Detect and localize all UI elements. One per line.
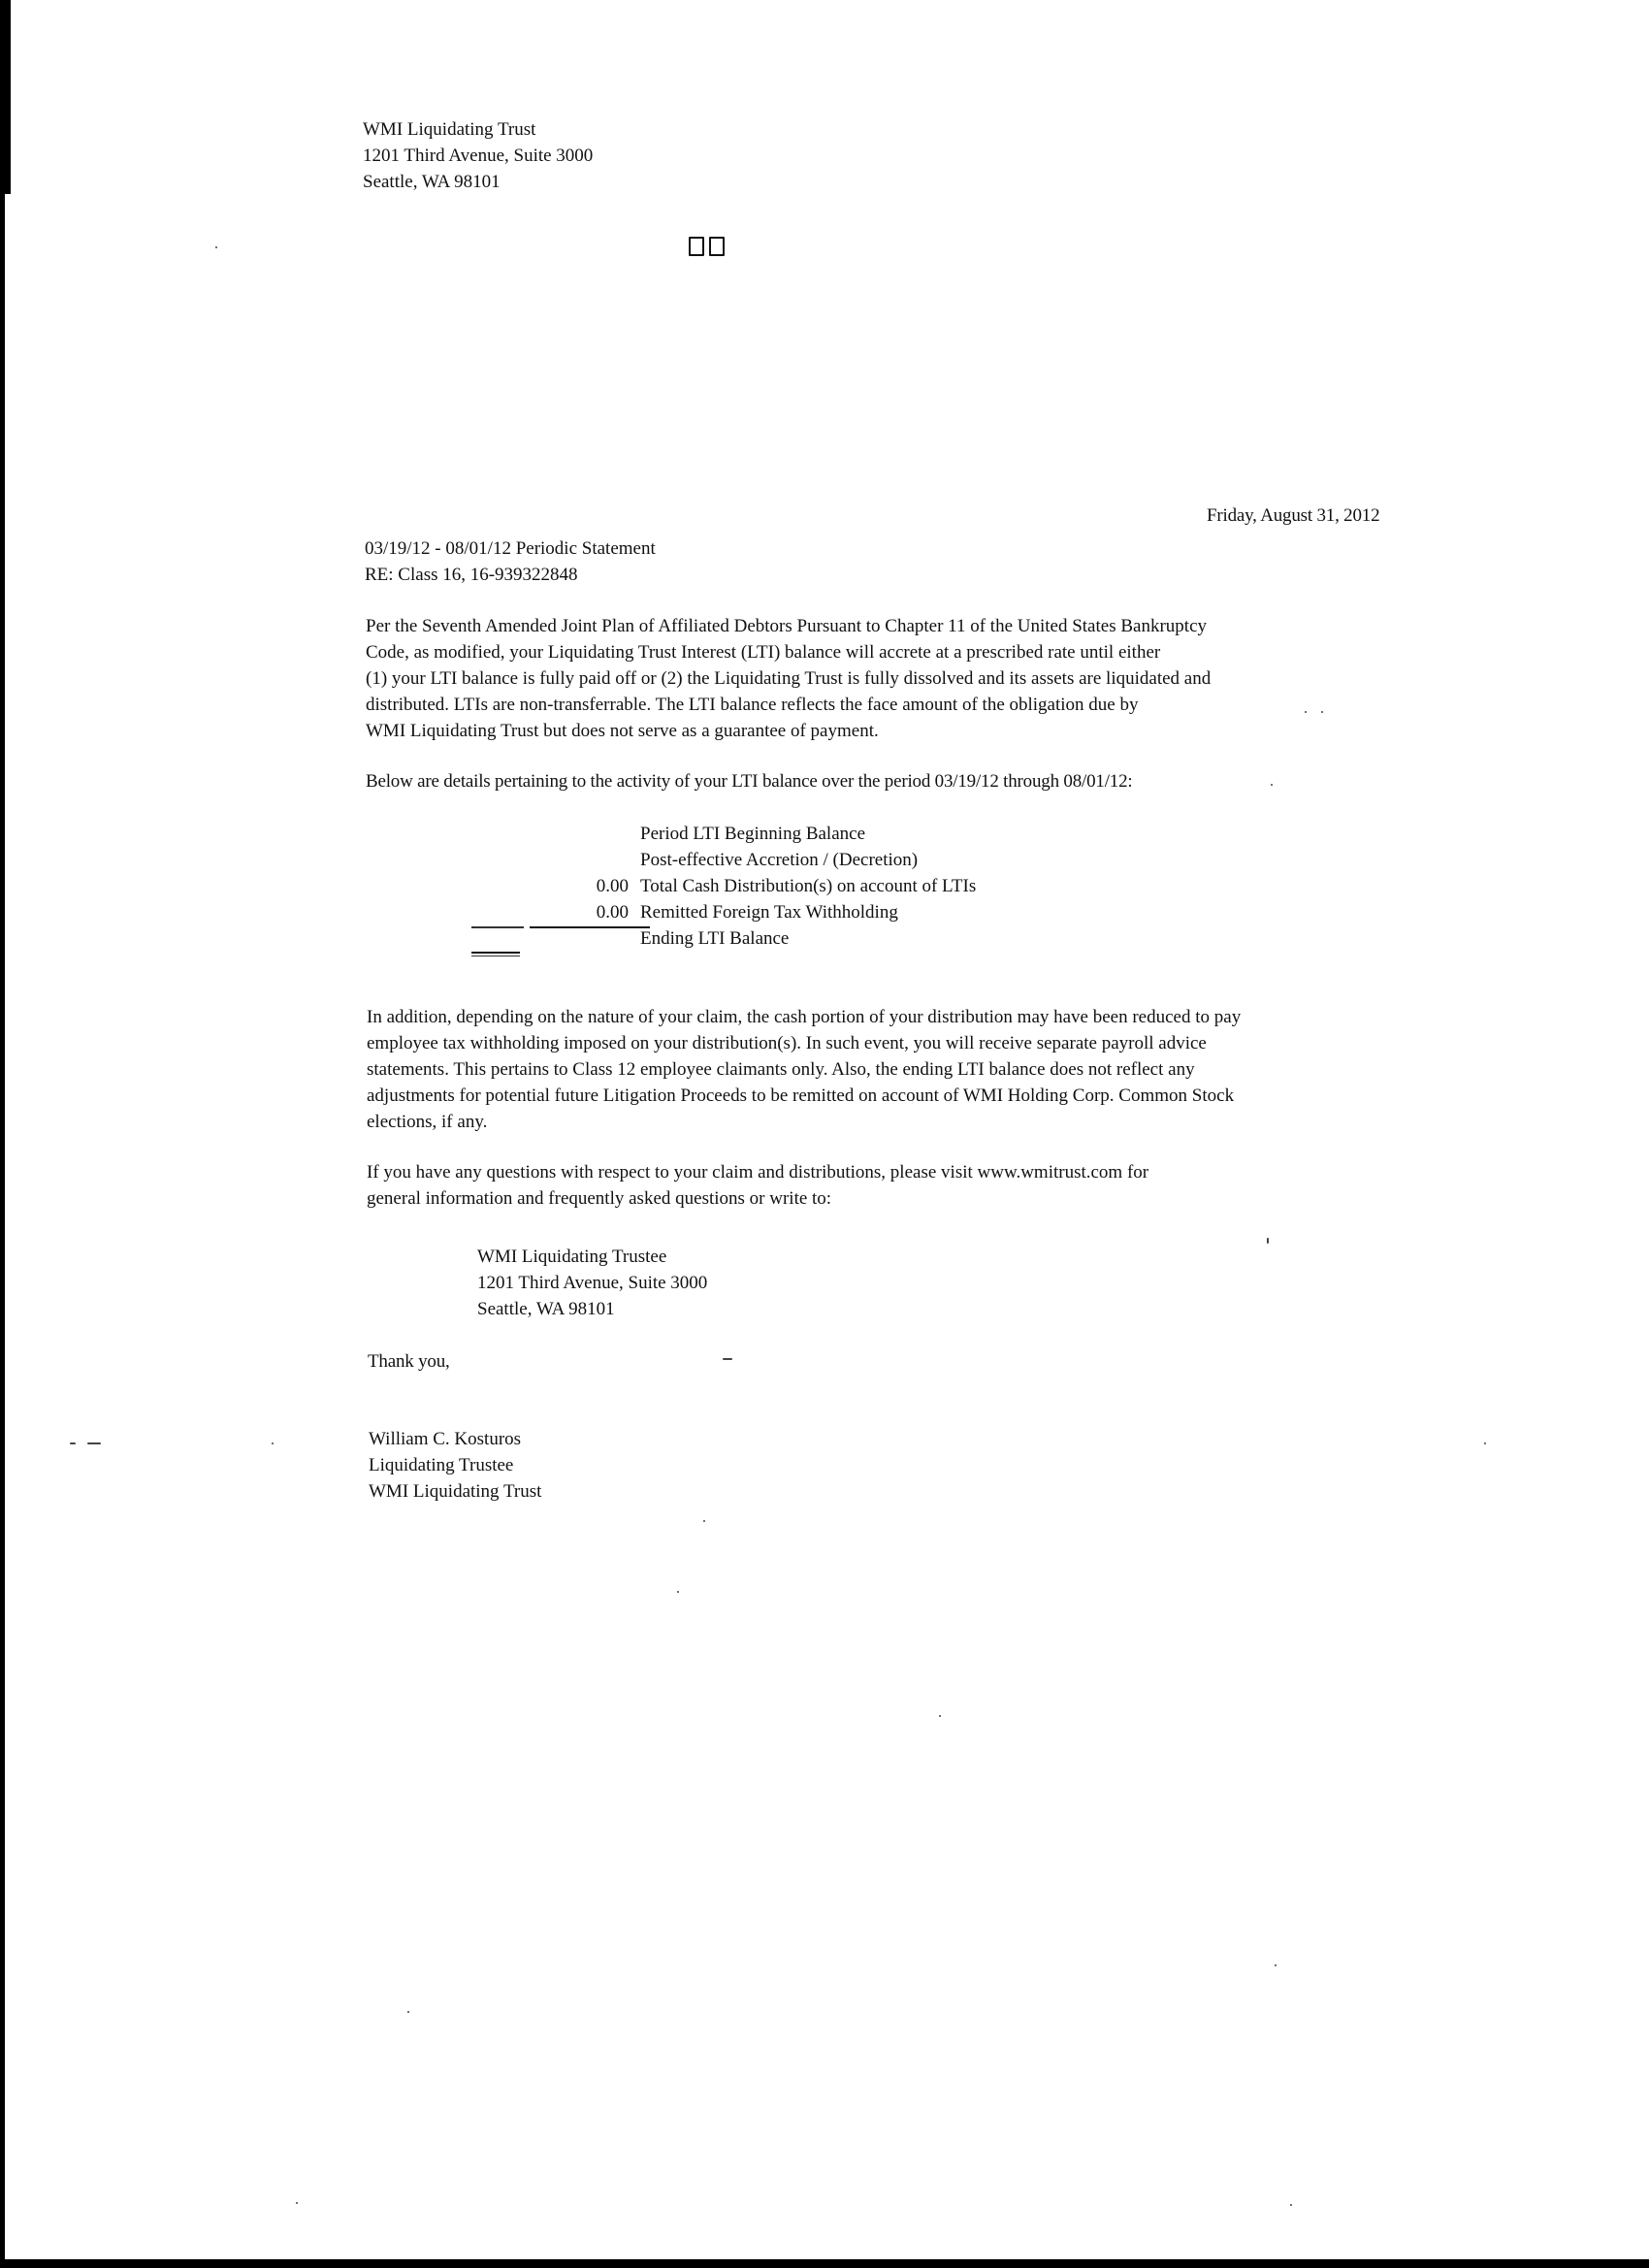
- subtotal-rule-short: [471, 926, 524, 928]
- paragraph-line: Per the Seventh Amended Joint Plan of Affiliated Debtors Pursuant to Chapter 11 of the United States Bankruptcy: [366, 616, 1207, 636]
- paragraph-line: general information and frequently asked questions or write to:: [367, 1188, 832, 1209]
- contact-address-line2: Seattle, WA 98101: [477, 1299, 615, 1319]
- paragraph-line: statements. This pertains to Class 12 employee claimants only. Also, the ending LTI balance does not reflect any: [367, 1059, 1195, 1080]
- box-mark-icon: [689, 237, 704, 256]
- signer-organization: WMI Liquidating Trust: [369, 1481, 542, 1502]
- box-mark-icons: [689, 237, 725, 256]
- scan-speck: [703, 1520, 705, 1522]
- ledger-label: Ending LTI Balance: [640, 928, 790, 949]
- sender-address-line2: Seattle, WA 98101: [363, 172, 501, 192]
- paragraph-line: (1) your LTI balance is fully paid off or (2) the Liquidating Trust is fully dissolved and its assets are liquidated and: [366, 668, 1212, 689]
- ledger-label: Total Cash Distribution(s) on account of LTIs: [640, 876, 977, 896]
- scan-speck: [296, 2202, 298, 2204]
- signer-name: William C. Kosturos: [369, 1429, 522, 1449]
- scan-speck: [272, 1442, 274, 1444]
- box-mark-icon: [709, 237, 725, 256]
- scan-speck: [70, 1442, 76, 1444]
- paragraph-line: adjustments for potential future Litigation Proceeds to be remitted on account of WMI Holding Corp. Common Stock: [367, 1085, 1235, 1106]
- ledger-amount: 0.00: [596, 876, 629, 896]
- scan-speck: [1271, 784, 1273, 786]
- statement-period-title: 03/19/12 - 08/01/12 Periodic Statement: [365, 538, 656, 559]
- scan-speck: [677, 1591, 679, 1593]
- ledger-row-accretion: [456, 847, 976, 873]
- subtotal-rule: [530, 926, 650, 928]
- sender-address-line1: 1201 Third Avenue, Suite 3000: [363, 146, 594, 166]
- scan-speck: [1275, 1964, 1277, 1966]
- paragraph-plan-terms: [366, 613, 1211, 744]
- ledger-label: Remitted Foreign Tax Withholding: [640, 902, 898, 923]
- scan-border-left-top: [0, 0, 11, 194]
- signer-title: Liquidating Trustee: [369, 1455, 514, 1475]
- paragraph-line: If you have any questions with respect to your claim and distributions, please visit www.wmitrust.com for: [367, 1162, 1149, 1183]
- ledger-row-foreign-tax: [456, 899, 976, 925]
- paragraph-line: WMI Liquidating Trust but does not serve as a guarantee of payment.: [366, 721, 879, 741]
- paragraph-activity-intro: Below are details pertaining to the activity of your LTI balance over the period 03/19/12 through 08/01/12:: [366, 771, 1133, 792]
- scan-speck: [1305, 711, 1307, 713]
- paragraph-questions: [367, 1159, 1148, 1212]
- scan-speck: [939, 1715, 941, 1717]
- closing: Thank you,: [368, 1351, 450, 1372]
- ledger-amount: 0.00: [596, 902, 629, 923]
- letter-date: Friday, August 31, 2012: [1207, 505, 1380, 526]
- sender-name: WMI Liquidating Trust: [363, 119, 536, 140]
- contact-address-line1: 1201 Third Avenue, Suite 3000: [477, 1273, 708, 1293]
- paragraph-line: In addition, depending on the nature of your claim, the cash portion of your distribution may have been reduced to pay: [367, 1007, 1242, 1027]
- paragraph-line: employee tax withholding imposed on your distribution(s). In such event, you will receive separate payroll advice: [367, 1033, 1207, 1053]
- scan-border-bottom: [0, 2259, 1649, 2268]
- scan-speck: [215, 246, 217, 248]
- scan-speck: [723, 1358, 732, 1360]
- statement-re-line: RE: Class 16, 16-939322848: [365, 565, 578, 585]
- ledger-row-beginning-balance: [456, 821, 976, 847]
- signature-block: [369, 1426, 541, 1505]
- sender-address: [363, 116, 593, 195]
- contact-name: WMI Liquidating Trustee: [477, 1247, 667, 1267]
- total-double-rule-top: [471, 952, 520, 954]
- contact-address: [477, 1244, 707, 1322]
- ledger-row-cash-distributions: [456, 873, 976, 899]
- paragraph-line: elections, if any.: [367, 1112, 488, 1132]
- ledger-row-ending-balance: [456, 925, 976, 952]
- paragraph-line: distributed. LTIs are non-transferrable. The LTI balance reflects the face amount of the obligation due by: [366, 695, 1139, 715]
- scan-speck: [407, 2011, 409, 2013]
- paragraph-line: Code, as modified, your Liquidating Trust Interest (LTI) balance will accrete at a prescribed rate until either: [366, 642, 1161, 663]
- scan-speck: [87, 1442, 101, 1444]
- scan-border-left: [0, 0, 5, 2268]
- ledger-label: Period LTI Beginning Balance: [640, 824, 865, 844]
- scan-speck: [1290, 2204, 1292, 2206]
- scan-speck: [1321, 711, 1323, 713]
- statement-heading: [365, 535, 656, 588]
- scan-speck: [1267, 1238, 1269, 1244]
- paragraph-tax-withholding: [367, 1004, 1241, 1135]
- ledger-label: Post-effective Accretion / (Decretion): [640, 850, 919, 870]
- lti-ledger: [456, 821, 976, 952]
- scan-speck: [1484, 1442, 1486, 1444]
